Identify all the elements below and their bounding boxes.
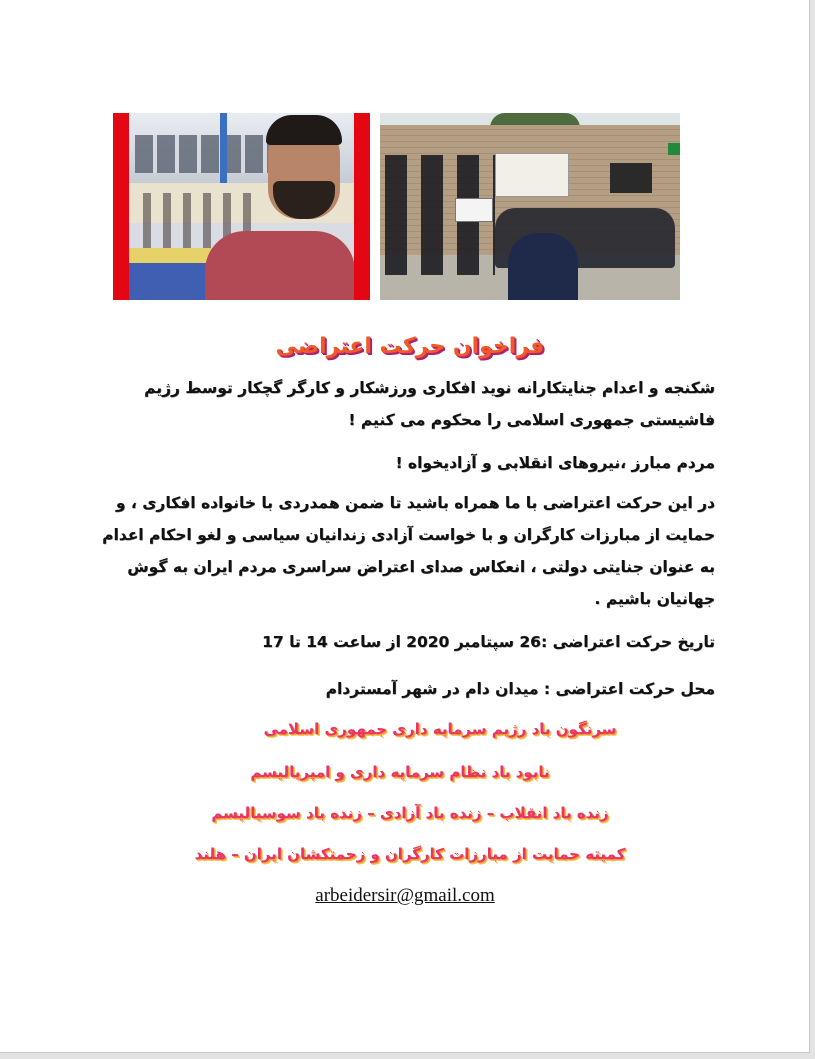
paragraph-call: در این حرکت اعتراضی با ما همراه باشید تا ضمن همدردی با خانواده افکاری ، و حمایت از مبارزات کارگران و با خواست آزادی زندانیان سیاسی و لغو احکام اعدام به عنوان جنایتی دولتی ، انعکاس صدای اعتراض سراسری مردم ایران به گوش جهانیان باشیم . [102,494,715,608]
event-date: تاریخ حرکت اعتراضی :26 سپتامبر 2020 از ساعت 14 تا 17 [262,633,715,651]
green-flag [668,143,680,155]
slogan-1: سرنگون باد رژیم سرمایه داری جمهوری اسلامی [263,720,617,738]
front-protester [508,233,578,300]
paragraph-condemnation: شکنجه و اعدام جنایتکارانه نوید افکاری ورزشکار و کارگر گچکار توسط رژیم فاشیستی جمهوری اسلامی را محکوم می کنیم ! [144,379,715,429]
wall-panel [610,163,652,193]
page-edge-bottom [0,1053,815,1059]
protest-sign [455,198,493,222]
contact-email-link[interactable]: arbeidersir@gmail.com [315,885,495,906]
portrait-hair [266,115,342,145]
red-frame-right [354,113,370,300]
gym-windows [135,135,285,173]
gym-pillar [220,113,227,185]
committee-signature: کمیته حمایت از مبارزات کارگران و زحمتکشان ایران – هلند [194,845,626,863]
page-edge-right [810,0,815,1059]
slogan-3: زنده باد انقلاب – زنده باد آزادی – زنده باد سوسیالیسم [211,804,609,822]
wrestler-photo [113,113,370,300]
slogan-2: نابود باد نظام سرمایه داری و امپریالیسم [250,763,550,781]
red-frame-left [113,113,129,300]
event-location: محل حرکت اعتراضی : میدان دام در شهر آمستردام [325,680,715,698]
protest-photo [380,113,680,300]
portrait-shirt [205,231,355,300]
protest-banner [495,153,569,197]
document-title: فراخوان حرکت اعتراضی [275,334,545,359]
paragraph-address: مردم مبارز ،نیروهای انقلابی و آزادیخواه ! [395,454,715,472]
